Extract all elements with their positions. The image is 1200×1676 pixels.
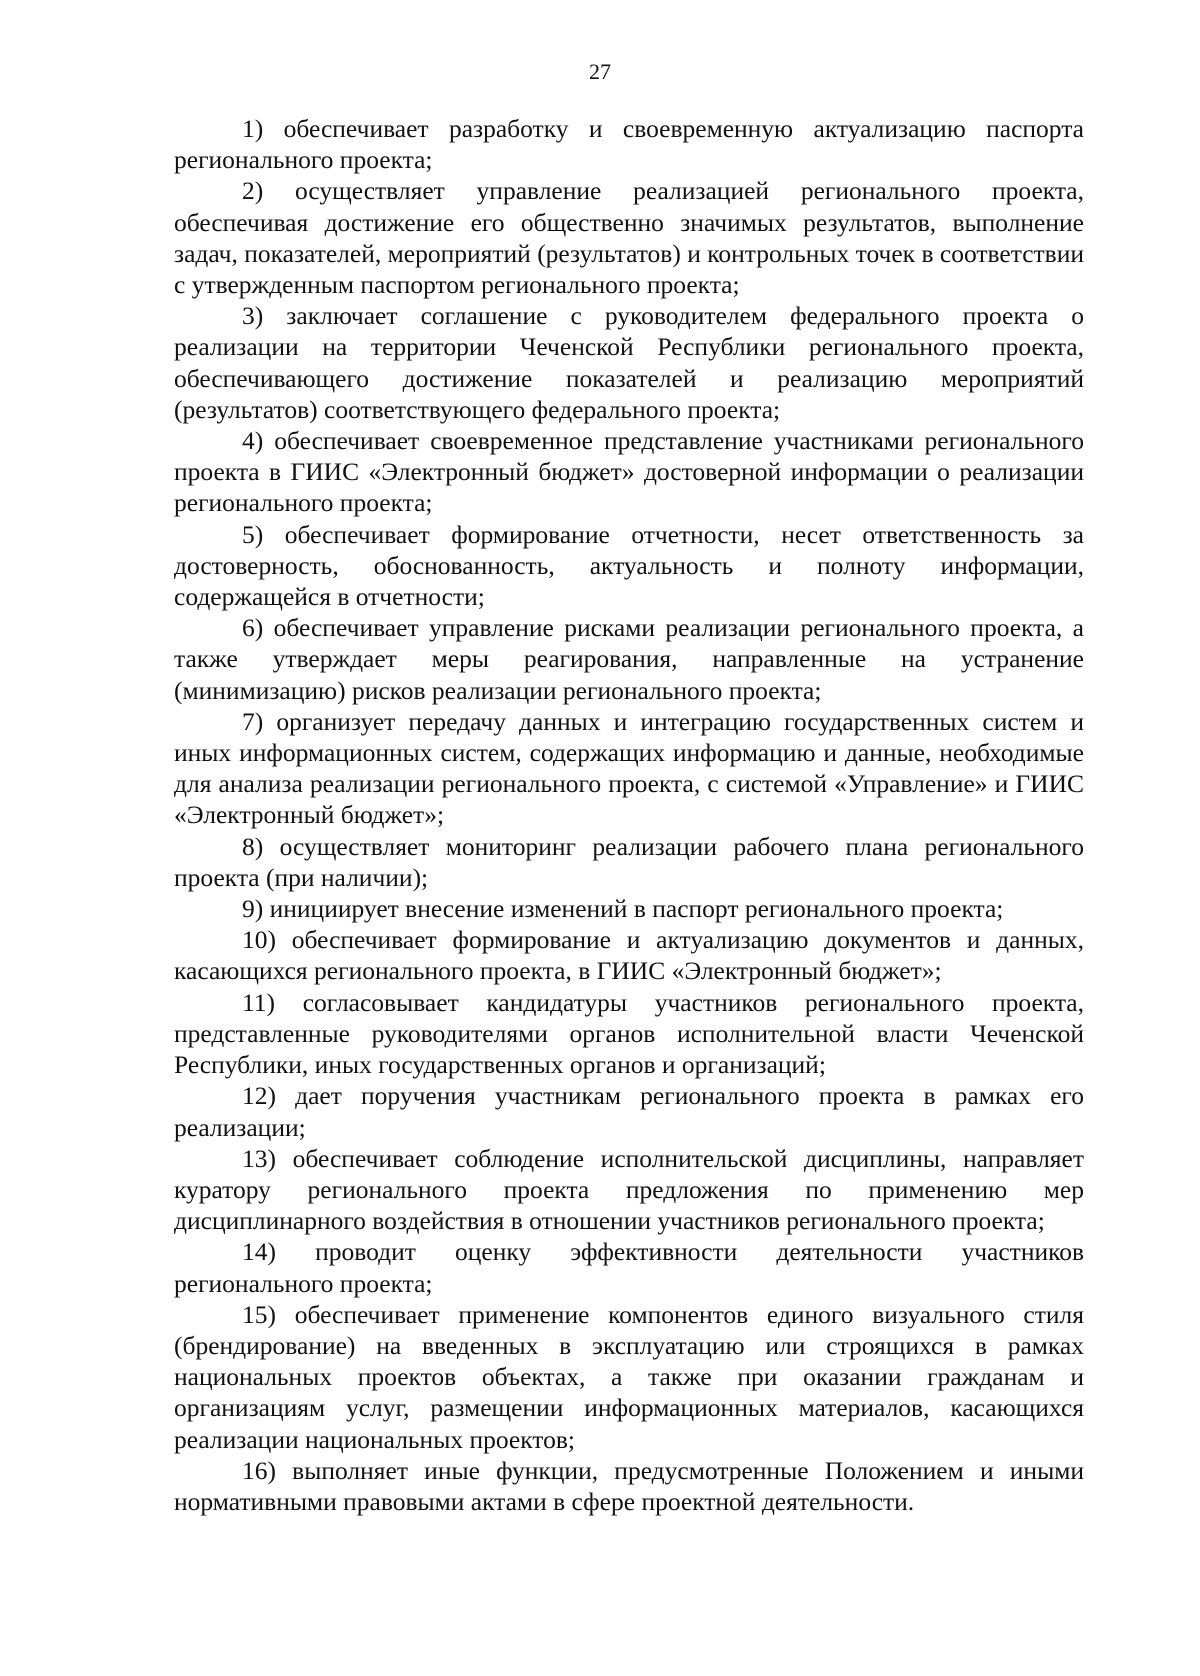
list-item: 2) осуществляет управление реализацией регионального проекта, обеспечивая достижение его общественно значимых результатов, выполнение задач, показателей, мероприятий (результатов) и контрольных точек в соответствии с утвержденным паспортом регионального проекта; xyxy=(174,176,1084,300)
list-item: 7) организует передачу данных и интеграцию государственных систем и иных информационных систем, содержащих информацию и данные, необходимые для анализа реализации регионального проекта, с системой «Управление» и ГИИС «Электронный бюджет»; xyxy=(174,706,1084,830)
document-body xyxy=(174,113,1084,1517)
list-item: 8) осуществляет мониторинг реализации рабочего плана регионального проекта (при наличии); xyxy=(174,831,1084,892)
page-number: 27 xyxy=(589,59,611,84)
list-item: 3) заключает соглашение с руководителем федерального проекта о реализации на территории Чеченской Республики регионального проекта, обеспечивающего достижение показателей и реализацию мероприятий (результатов) соответствующего федерального проекта; xyxy=(174,301,1084,424)
list-item: 5) обеспечивает формирование отчетности, несет ответственность за достоверность, обоснованность, актуальность и полноту информации, содержащейся в отчетности; xyxy=(174,519,1084,612)
list-item: 1) обеспечивает разработку и своевременную актуализацию паспорта регионального проекта; xyxy=(174,114,1084,175)
list-item: 6) обеспечивает управление рисками реализации регионального проекта, а также утверждает меры реагирования, направленные на устранение (минимизацию) рисков реализации регионального проекта; xyxy=(174,613,1084,705)
list-item: 10) обеспечивает формирование и актуализацию документов и данных, касающихся регионального проекта, в ГИИС «Электронный бюджет»; xyxy=(174,925,1084,986)
list-item: 11) согласовывает кандидатуры участников регионального проекта, представленные руководителями органов исполнительной власти Чеченской Республики, иных государственных органов и организаций; xyxy=(174,987,1084,1080)
list-item: 14) проводит оценку эффективности деятельности участников регионального проекта; xyxy=(174,1237,1084,1298)
list-item: 12) дает поручения участникам регионального проекта в рамках его реализации; xyxy=(174,1081,1084,1142)
list-item: 15) обеспечивает применение компонентов единого визуального стиля (брендирование) на введенных в эксплуатацию или строящихся в рамках национальных проектов объектах, а также при оказании гражданам и организациям услуг, размещении информационных материалов, касающихся реализации национальных проектов; xyxy=(174,1299,1084,1454)
list-item: 13) обеспечивает соблюдение исполнительской дисциплины, направляет куратору регионального проекта предложения по применению мер дисциплинарного воздействия в отношении участников регионального проекта; xyxy=(174,1143,1084,1236)
list-item: 16) выполняет иные функции, предусмотренные Положением и иными нормативными правовыми актами в сфере проектной деятельности. xyxy=(174,1455,1084,1516)
list-item: 4) обеспечивает своевременное представление участниками регионального проекта в ГИИС «Электронный бюджет» достоверной информации о реализации регионального проекта; xyxy=(174,426,1084,518)
list-item: 9) инициирует внесение изменений в паспорт регионального проекта; xyxy=(242,894,1004,924)
